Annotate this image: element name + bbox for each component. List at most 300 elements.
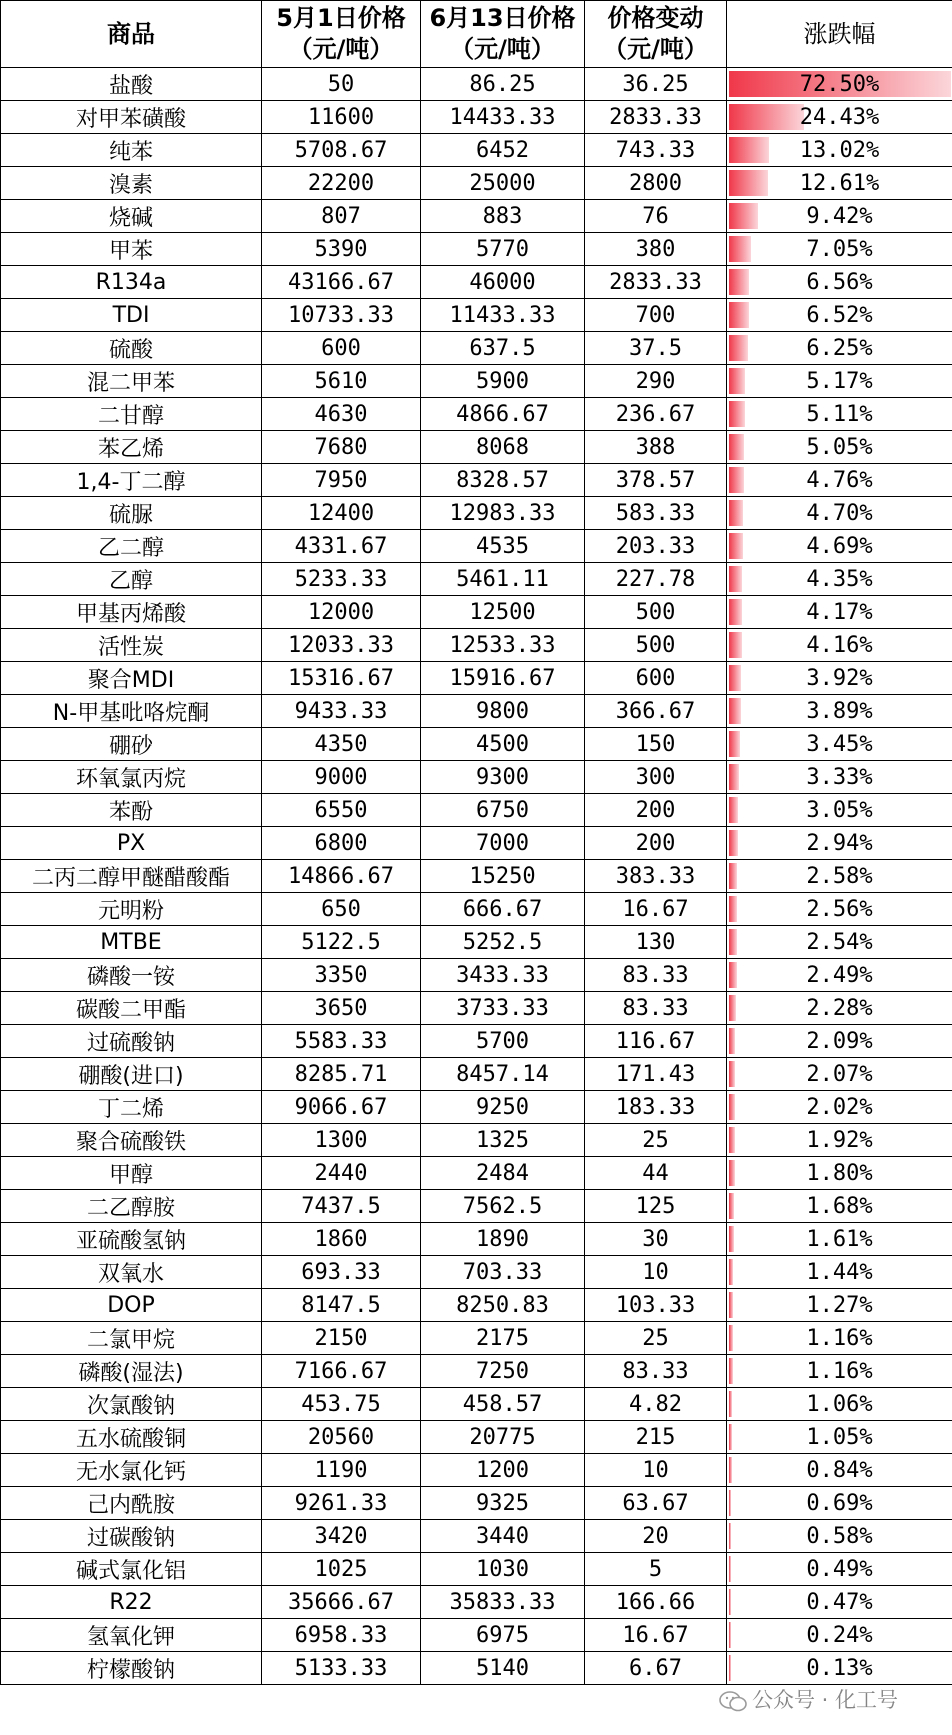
cell-may-price: 8285.71 xyxy=(262,1058,421,1091)
cell-may-price: 1300 xyxy=(262,1124,421,1157)
cell-may-price: 50 xyxy=(262,68,421,101)
cell-commodity: 烧碱 xyxy=(1,200,262,233)
cell-jun-price: 883 xyxy=(421,200,585,233)
cell-commodity: 甲醇 xyxy=(1,1157,262,1190)
table-row xyxy=(1,1421,952,1454)
cell-jun-price: 1030 xyxy=(421,1553,585,1586)
cell-price-change: 380 xyxy=(585,233,727,266)
cell-may-price: 5583.33 xyxy=(262,1025,421,1058)
pct-bar xyxy=(729,1655,731,1681)
cell-pct-change xyxy=(727,893,952,926)
cell-jun-price: 5252.5 xyxy=(421,926,585,959)
table-row xyxy=(1,761,952,794)
cell-commodity: 柠檬酸钠 xyxy=(1,1652,262,1685)
pct-value: 4.35% xyxy=(806,566,873,592)
cell-pct-change xyxy=(727,1652,952,1685)
cell-pct-change xyxy=(727,497,952,530)
pct-value: 3.45% xyxy=(806,731,873,757)
cell-may-price: 14866.67 xyxy=(262,860,421,893)
cell-jun-price: 8068 xyxy=(421,431,585,464)
cell-price-change: 25 xyxy=(585,1124,727,1157)
pct-value: 2.94% xyxy=(806,830,873,856)
pct-bar xyxy=(729,1424,732,1450)
table-row xyxy=(1,1091,952,1124)
cell-may-price: 1190 xyxy=(262,1454,421,1487)
cell-commodity: 溴素 xyxy=(1,167,262,200)
cell-price-change: 743.33 xyxy=(585,134,727,167)
pct-value: 1.16% xyxy=(806,1325,873,1351)
cell-price-change: 6.67 xyxy=(585,1652,727,1685)
cell-may-price: 4630 xyxy=(262,398,421,431)
cell-may-price: 5133.33 xyxy=(262,1652,421,1685)
cell-jun-price: 20775 xyxy=(421,1421,585,1454)
pct-bar xyxy=(729,1556,731,1582)
cell-commodity: PX xyxy=(1,827,262,860)
cell-jun-price: 46000 xyxy=(421,266,585,299)
cell-may-price: 5233.33 xyxy=(262,563,421,596)
pct-value: 0.49% xyxy=(806,1556,873,1582)
cell-price-change: 76 xyxy=(585,200,727,233)
cell-pct-change xyxy=(727,101,952,134)
cell-pct-change xyxy=(727,167,952,200)
cell-pct-change xyxy=(727,695,952,728)
cell-commodity: R22 xyxy=(1,1586,262,1619)
cell-jun-price: 666.67 xyxy=(421,893,585,926)
pct-bar xyxy=(729,104,804,130)
cell-jun-price: 15916.67 xyxy=(421,662,585,695)
cell-may-price: 1025 xyxy=(262,1553,421,1586)
pct-value: 6.25% xyxy=(806,335,873,361)
cell-may-price: 9433.33 xyxy=(262,695,421,728)
cell-may-price: 9261.33 xyxy=(262,1487,421,1520)
cell-commodity: 碳酸二甲酯 xyxy=(1,992,262,1025)
cell-may-price: 5610 xyxy=(262,365,421,398)
pct-bar xyxy=(729,863,737,889)
pct-value: 9.42% xyxy=(806,203,873,229)
cell-may-price: 12033.33 xyxy=(262,629,421,662)
pct-bar xyxy=(729,335,748,361)
cell-pct-change xyxy=(727,68,952,101)
pct-bar xyxy=(729,236,751,262)
table-row xyxy=(1,827,952,860)
cell-price-change: 83.33 xyxy=(585,1355,727,1388)
wechat-icon xyxy=(718,1690,748,1712)
pct-bar xyxy=(729,1160,735,1186)
cell-pct-change xyxy=(727,1355,952,1388)
cell-price-change: 10 xyxy=(585,1256,727,1289)
pct-bar xyxy=(729,1325,733,1351)
table-row xyxy=(1,926,952,959)
cell-pct-change xyxy=(727,992,952,1025)
cell-commodity: 己内酰胺 xyxy=(1,1487,262,1520)
table-row xyxy=(1,530,952,563)
cell-pct-change xyxy=(727,629,952,662)
pct-value: 2.28% xyxy=(806,995,873,1021)
pct-value: 0.13% xyxy=(806,1655,873,1681)
cell-jun-price: 703.33 xyxy=(421,1256,585,1289)
table-row xyxy=(1,959,952,992)
pct-value: 1.80% xyxy=(806,1160,873,1186)
table-row xyxy=(1,728,952,761)
cell-commodity: 硼酸(进口) xyxy=(1,1058,262,1091)
table-row xyxy=(1,1520,952,1553)
cell-price-change: 600 xyxy=(585,662,727,695)
cell-may-price: 7437.5 xyxy=(262,1190,421,1223)
cell-price-change: 4.82 xyxy=(585,1388,727,1421)
cell-commodity: 二丙二醇甲醚醋酸酯 xyxy=(1,860,262,893)
cell-pct-change xyxy=(727,827,952,860)
cell-jun-price: 12983.33 xyxy=(421,497,585,530)
cell-may-price: 35666.67 xyxy=(262,1586,421,1619)
pct-value: 72.50% xyxy=(799,71,880,97)
pct-value: 4.16% xyxy=(806,632,873,658)
cell-may-price: 22200 xyxy=(262,167,421,200)
pct-bar xyxy=(729,1622,731,1648)
pct-value: 2.58% xyxy=(806,863,873,889)
pct-bar xyxy=(729,1391,732,1417)
pct-bar xyxy=(729,302,749,328)
cell-pct-change xyxy=(727,1025,952,1058)
table-row xyxy=(1,1619,952,1652)
table-row xyxy=(1,629,952,662)
cell-may-price: 2150 xyxy=(262,1322,421,1355)
cell-jun-price: 8250.83 xyxy=(421,1289,585,1322)
cell-commodity: 甲基丙烯酸 xyxy=(1,596,262,629)
cell-jun-price: 9800 xyxy=(421,695,585,728)
cell-pct-change xyxy=(727,1256,952,1289)
cell-may-price: 807 xyxy=(262,200,421,233)
cell-pct-change xyxy=(727,1388,952,1421)
cell-may-price: 2440 xyxy=(262,1157,421,1190)
table-row xyxy=(1,200,952,233)
header-row xyxy=(1,1,952,68)
pct-value: 1.92% xyxy=(806,1127,873,1153)
cell-jun-price: 5700 xyxy=(421,1025,585,1058)
cell-jun-price: 7250 xyxy=(421,1355,585,1388)
cell-pct-change xyxy=(727,530,952,563)
pct-value: 5.11% xyxy=(806,401,873,427)
cell-commodity: 次氯酸钠 xyxy=(1,1388,262,1421)
pct-value: 1.16% xyxy=(806,1358,873,1384)
cell-jun-price: 458.57 xyxy=(421,1388,585,1421)
cell-pct-change xyxy=(727,860,952,893)
pct-bar xyxy=(729,698,741,724)
cell-pct-change xyxy=(727,1520,952,1553)
cell-jun-price: 2175 xyxy=(421,1322,585,1355)
cell-may-price: 6958.33 xyxy=(262,1619,421,1652)
cell-jun-price: 14433.33 xyxy=(421,101,585,134)
cell-pct-change xyxy=(727,1124,952,1157)
pct-value: 0.24% xyxy=(806,1622,873,1648)
cell-pct-change xyxy=(727,1553,952,1586)
cell-may-price: 10733.33 xyxy=(262,299,421,332)
cell-price-change: 16.67 xyxy=(585,1619,727,1652)
cell-price-change: 30 xyxy=(585,1223,727,1256)
cell-may-price: 12400 xyxy=(262,497,421,530)
cell-pct-change xyxy=(727,662,952,695)
table-row xyxy=(1,1124,952,1157)
pct-value: 4.17% xyxy=(806,599,873,625)
watermark-text: 公众号 · 化工号 xyxy=(752,1688,899,1712)
pct-value: 13.02% xyxy=(799,137,880,163)
cell-pct-change xyxy=(727,1091,952,1124)
cell-jun-price: 6750 xyxy=(421,794,585,827)
pct-value: 2.49% xyxy=(806,962,873,988)
table-row xyxy=(1,134,952,167)
pct-value: 3.05% xyxy=(806,797,873,823)
table-row xyxy=(1,893,952,926)
cell-jun-price: 4866.67 xyxy=(421,398,585,431)
cell-pct-change xyxy=(727,398,952,431)
table-row xyxy=(1,167,952,200)
pct-bar xyxy=(729,467,744,493)
table-row xyxy=(1,1289,952,1322)
pct-value: 4.70% xyxy=(806,500,873,526)
cell-may-price: 12000 xyxy=(262,596,421,629)
table-row xyxy=(1,431,952,464)
pct-value: 1.06% xyxy=(806,1391,873,1417)
cell-pct-change xyxy=(727,1223,952,1256)
pct-value: 0.58% xyxy=(806,1523,873,1549)
cell-jun-price: 12500 xyxy=(421,596,585,629)
cell-price-change: 378.57 xyxy=(585,464,727,497)
cell-may-price: 4350 xyxy=(262,728,421,761)
pct-value: 5.05% xyxy=(806,434,873,460)
cell-commodity: 盐酸 xyxy=(1,68,262,101)
cell-price-change: 63.67 xyxy=(585,1487,727,1520)
cell-jun-price: 7562.5 xyxy=(421,1190,585,1223)
pct-value: 1.44% xyxy=(806,1259,873,1285)
pct-bar xyxy=(729,665,741,691)
cell-pct-change xyxy=(727,926,952,959)
cell-pct-change xyxy=(727,134,952,167)
cell-pct-change xyxy=(727,431,952,464)
cell-commodity: 丁二烯 xyxy=(1,1091,262,1124)
cell-price-change: 215 xyxy=(585,1421,727,1454)
table-row xyxy=(1,1355,952,1388)
cell-jun-price: 2484 xyxy=(421,1157,585,1190)
pct-bar xyxy=(729,764,739,790)
pct-bar xyxy=(729,401,745,427)
cell-commodity: 双氧水 xyxy=(1,1256,262,1289)
cell-pct-change xyxy=(727,1586,952,1619)
header-jun-price: 6月13日价格 （元/吨） xyxy=(421,1,585,68)
cell-commodity: N-甲基吡咯烷酮 xyxy=(1,695,262,728)
cell-price-change: 700 xyxy=(585,299,727,332)
cell-price-change: 116.67 xyxy=(585,1025,727,1058)
cell-may-price: 15316.67 xyxy=(262,662,421,695)
cell-may-price: 3650 xyxy=(262,992,421,1025)
cell-commodity: 亚硫酸氢钠 xyxy=(1,1223,262,1256)
pct-bar xyxy=(729,632,742,658)
cell-pct-change xyxy=(727,1058,952,1091)
cell-may-price: 693.33 xyxy=(262,1256,421,1289)
cell-jun-price: 4535 xyxy=(421,530,585,563)
cell-price-change: 150 xyxy=(585,728,727,761)
pct-bar xyxy=(729,929,737,955)
pct-value: 5.17% xyxy=(806,368,873,394)
cell-jun-price: 9300 xyxy=(421,761,585,794)
pct-bar xyxy=(729,1028,735,1054)
table-row xyxy=(1,101,952,134)
cell-jun-price: 4500 xyxy=(421,728,585,761)
cell-may-price: 453.75 xyxy=(262,1388,421,1421)
cell-may-price: 5390 xyxy=(262,233,421,266)
cell-commodity: 纯苯 xyxy=(1,134,262,167)
pct-value: 0.69% xyxy=(806,1490,873,1516)
table-row xyxy=(1,233,952,266)
pct-value: 0.84% xyxy=(806,1457,873,1483)
cell-commodity: 聚合MDI xyxy=(1,662,262,695)
cell-pct-change xyxy=(727,464,952,497)
table-row xyxy=(1,596,952,629)
cell-jun-price: 3440 xyxy=(421,1520,585,1553)
cell-pct-change xyxy=(727,1421,952,1454)
cell-commodity: TDI xyxy=(1,299,262,332)
cell-price-change: 83.33 xyxy=(585,992,727,1025)
pct-bar xyxy=(729,1193,734,1219)
pct-bar xyxy=(729,1490,731,1516)
table-row xyxy=(1,1388,952,1421)
cell-pct-change xyxy=(727,233,952,266)
cell-price-change: 2833.33 xyxy=(585,266,727,299)
cell-jun-price: 9325 xyxy=(421,1487,585,1520)
cell-jun-price: 5461.11 xyxy=(421,563,585,596)
cell-price-change: 83.33 xyxy=(585,959,727,992)
pct-value: 3.89% xyxy=(806,698,873,724)
cell-commodity: 磷酸(湿法) xyxy=(1,1355,262,1388)
pct-bar xyxy=(729,203,758,229)
cell-commodity: 乙醇 xyxy=(1,563,262,596)
pct-value: 2.54% xyxy=(806,929,873,955)
cell-jun-price: 1325 xyxy=(421,1124,585,1157)
table-row xyxy=(1,563,952,596)
cell-price-change: 125 xyxy=(585,1190,727,1223)
table-row xyxy=(1,1025,952,1058)
cell-pct-change xyxy=(727,299,952,332)
cell-may-price: 11600 xyxy=(262,101,421,134)
pct-value: 4.76% xyxy=(806,467,873,493)
cell-commodity: 过碳酸钠 xyxy=(1,1520,262,1553)
pct-bar xyxy=(729,1061,735,1087)
cell-price-change: 383.33 xyxy=(585,860,727,893)
pct-bar xyxy=(729,731,740,757)
pct-bar xyxy=(729,1523,731,1549)
cell-may-price: 9066.67 xyxy=(262,1091,421,1124)
cell-jun-price: 5900 xyxy=(421,365,585,398)
cell-may-price: 1860 xyxy=(262,1223,421,1256)
cell-jun-price: 35833.33 xyxy=(421,1586,585,1619)
cell-commodity: 环氧氯丙烷 xyxy=(1,761,262,794)
cell-may-price: 3350 xyxy=(262,959,421,992)
pct-value: 24.43% xyxy=(799,104,880,130)
cell-jun-price: 5770 xyxy=(421,233,585,266)
table-row xyxy=(1,1223,952,1256)
table-row xyxy=(1,695,952,728)
table-row xyxy=(1,1256,952,1289)
cell-price-change: 2800 xyxy=(585,167,727,200)
cell-jun-price: 86.25 xyxy=(421,68,585,101)
cell-jun-price: 15250 xyxy=(421,860,585,893)
cell-pct-change xyxy=(727,365,952,398)
cell-pct-change xyxy=(727,728,952,761)
cell-may-price: 5708.67 xyxy=(262,134,421,167)
cell-may-price: 7680 xyxy=(262,431,421,464)
cell-price-change: 10 xyxy=(585,1454,727,1487)
cell-price-change: 500 xyxy=(585,596,727,629)
table-row xyxy=(1,464,952,497)
pct-bar xyxy=(729,797,738,823)
table-row xyxy=(1,860,952,893)
pct-value: 12.61% xyxy=(799,170,880,196)
pct-value: 6.52% xyxy=(806,302,873,328)
pct-value: 0.47% xyxy=(806,1589,873,1615)
table-row xyxy=(1,266,952,299)
cell-price-change: 103.33 xyxy=(585,1289,727,1322)
cell-may-price: 650 xyxy=(262,893,421,926)
cell-price-change: 37.5 xyxy=(585,332,727,365)
cell-jun-price: 12533.33 xyxy=(421,629,585,662)
cell-pct-change xyxy=(727,1190,952,1223)
cell-jun-price: 5140 xyxy=(421,1652,585,1685)
watermark xyxy=(718,1684,898,1714)
pct-value: 6.56% xyxy=(806,269,873,295)
cell-may-price: 8147.5 xyxy=(262,1289,421,1322)
cell-commodity: 二氯甲烷 xyxy=(1,1322,262,1355)
cell-pct-change xyxy=(727,1454,952,1487)
cell-commodity: 苯酚 xyxy=(1,794,262,827)
cell-jun-price: 1890 xyxy=(421,1223,585,1256)
table-row xyxy=(1,1190,952,1223)
cell-pct-change xyxy=(727,1487,952,1520)
cell-may-price: 6550 xyxy=(262,794,421,827)
cell-price-change: 200 xyxy=(585,827,727,860)
table-row xyxy=(1,1454,952,1487)
cell-price-change: 16.67 xyxy=(585,893,727,926)
cell-price-change: 388 xyxy=(585,431,727,464)
pct-bar xyxy=(729,1094,735,1120)
cell-jun-price: 7000 xyxy=(421,827,585,860)
header-may-price: 5月1日价格 （元/吨） xyxy=(262,1,421,68)
table-row xyxy=(1,365,952,398)
cell-jun-price: 25000 xyxy=(421,167,585,200)
header-commodity: 商品 xyxy=(1,1,262,68)
cell-jun-price: 3433.33 xyxy=(421,959,585,992)
cell-commodity: 二甘醇 xyxy=(1,398,262,431)
cell-price-change: 166.66 xyxy=(585,1586,727,1619)
pct-value: 7.05% xyxy=(806,236,873,262)
cell-commodity: 元明粉 xyxy=(1,893,262,926)
cell-price-change: 171.43 xyxy=(585,1058,727,1091)
table-row xyxy=(1,1586,952,1619)
pct-bar xyxy=(729,566,742,592)
pct-bar xyxy=(729,830,738,856)
cell-commodity: 过硫酸钠 xyxy=(1,1025,262,1058)
pct-bar xyxy=(729,434,744,460)
cell-price-change: 44 xyxy=(585,1157,727,1190)
table-row xyxy=(1,662,952,695)
table-row xyxy=(1,794,952,827)
pct-bar xyxy=(729,995,736,1021)
pct-value: 1.68% xyxy=(806,1193,873,1219)
cell-commodity: 五水硫酸铜 xyxy=(1,1421,262,1454)
table-row xyxy=(1,497,952,530)
cell-price-change: 300 xyxy=(585,761,727,794)
cell-jun-price: 9250 xyxy=(421,1091,585,1124)
cell-commodity: 磷酸一铵 xyxy=(1,959,262,992)
cell-price-change: 236.67 xyxy=(585,398,727,431)
cell-commodity: 氢氧化钾 xyxy=(1,1619,262,1652)
